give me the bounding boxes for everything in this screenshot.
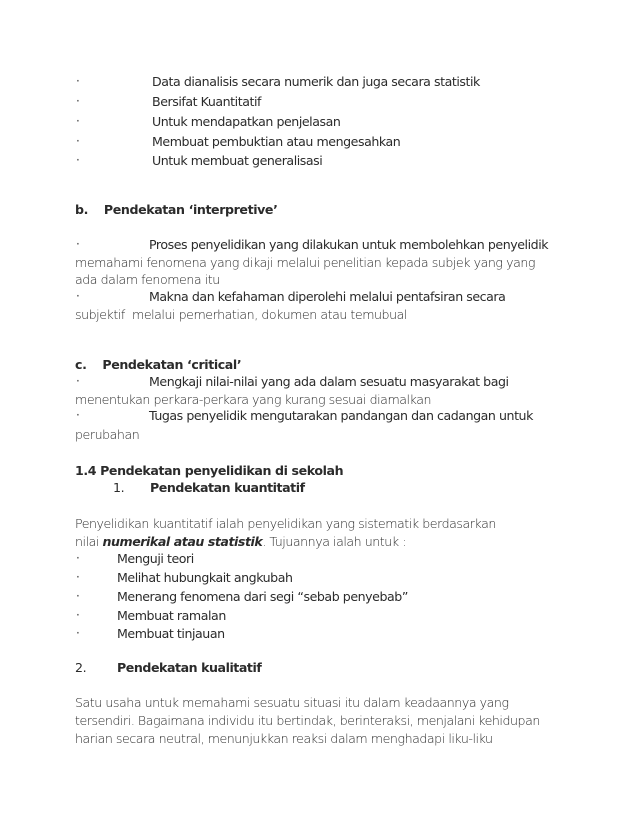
bullet: ·: [76, 114, 80, 128]
section-2-number: 2.: [75, 660, 87, 675]
list-item: Membuat tinjauan: [117, 626, 225, 641]
list-item: Membuat pembuktian atau mengesahkan: [152, 134, 401, 149]
paragraph-line: harian secara neutral, menunjukkan reaksi dalam menghadapi liku-liku: [75, 731, 493, 746]
bullet: ·: [76, 589, 80, 603]
bullet: ·: [76, 608, 80, 622]
paragraph-line: Makna dan kefahaman diperolehi melalui pentafsiran secara: [149, 289, 506, 304]
list-item: Untuk mendapatkan penjelasan: [152, 114, 341, 129]
bullet: ·: [76, 94, 80, 108]
list-item: Menerang fenomena dari segi “sebab penyebab”: [117, 589, 408, 604]
paragraph-line: [75, 533, 406, 550]
subsection-title: Pendekatan kuantitatif: [150, 480, 305, 495]
text-run: . Tujuannya ialah untuk :: [262, 534, 407, 549]
section-14-heading: 1.4 Pendekatan penyelidikan di sekolah: [75, 463, 344, 478]
list-item: Membuat ramalan: [117, 608, 226, 623]
bullet: ·: [76, 408, 80, 422]
bullet: ·: [76, 153, 80, 167]
list-item: Bersifat Kuantitatif: [152, 94, 261, 109]
paragraph-line: Satu usaha untuk memahami sesuatu situasi itu dalam keadaannya yang: [75, 695, 509, 710]
bullet: ·: [76, 626, 80, 640]
bullet: ·: [76, 570, 80, 584]
paragraph-line: memahami fenomena yang dikaji melalui penelitian kepada subjek yang yang: [75, 255, 535, 270]
paragraph-line: ada dalam fenomena itu: [75, 272, 220, 287]
bullet: ·: [76, 374, 80, 388]
bullet: ·: [76, 237, 80, 251]
paragraph-line: tersendiri. Bagaimana individu itu bertindak, berinteraksi, menjalani kehidupan: [75, 713, 540, 728]
section-2-title: Pendekatan kualitatif: [117, 660, 262, 675]
paragraph-line: Proses penyelidikan yang dilakukan untuk membolehkan penyelidik: [149, 237, 549, 252]
list-item: Melihat hubungkait angkubah: [117, 570, 293, 585]
section-b-heading: b. Pendekatan ‘interpretive’: [75, 202, 278, 217]
paragraph-line: subjektif melalui pemerhatian, dokumen atau temubual: [75, 307, 407, 322]
paragraph-line: menentukan perkara-perkara yang kurang sesuai diamalkan: [75, 392, 432, 407]
paragraph-line: perubahan: [75, 427, 140, 442]
paragraph-line: Mengkaji nilai-nilai yang ada dalam sesuatu masyarakat bagi: [149, 374, 509, 389]
bullet: ·: [76, 551, 80, 565]
list-item: Menguji teori: [117, 551, 194, 566]
paragraph-line: Penyelidikan kuantitatif ialah penyelidikan yang sistematik berdasarkan: [75, 516, 496, 531]
list-item: Data dianalisis secara numerik dan juga secara statistik: [152, 74, 480, 89]
bullet: ·: [76, 289, 80, 303]
paragraph-line: Tugas penyelidik mengutarakan pandangan dan cadangan untuk: [149, 408, 533, 423]
emphasis-text: numerikal atau statistik: [102, 534, 263, 549]
list-item: Untuk membuat generalisasi: [152, 153, 323, 168]
bullet: ·: [76, 74, 80, 88]
bullet: ·: [76, 134, 80, 148]
subsection-number: 1.: [113, 480, 125, 495]
section-c-heading: c. Pendekatan ‘critical’: [75, 357, 242, 372]
text-run: nilai: [75, 534, 103, 549]
